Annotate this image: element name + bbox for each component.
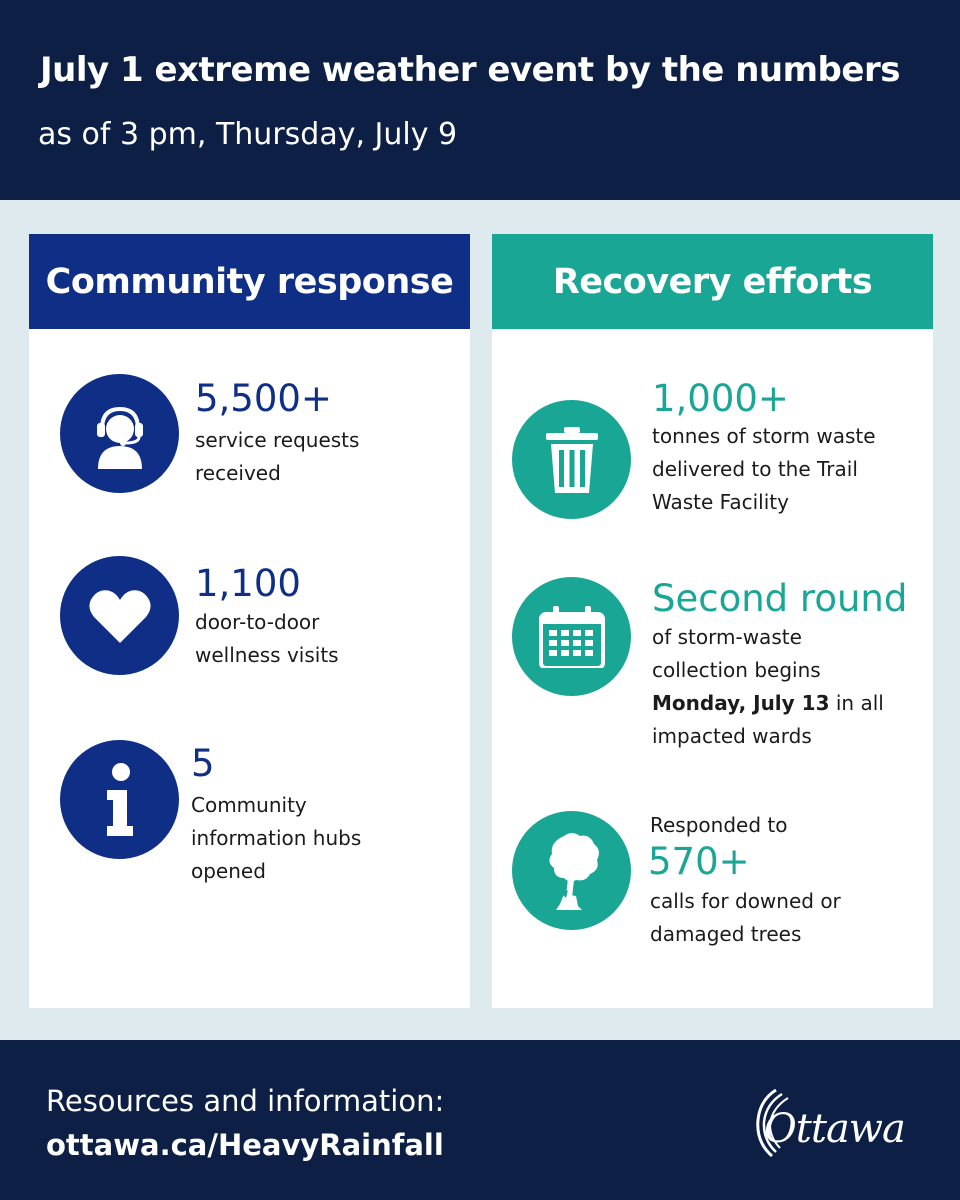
stat-description (195, 606, 339, 672)
stat-line: Waste Facility (652, 490, 789, 514)
header (0, 0, 960, 200)
trash-can-icon (512, 400, 631, 519)
stat-number: 5 (191, 742, 215, 785)
stat-line: collection begins (652, 658, 821, 682)
stat-number: Second round (652, 577, 908, 620)
stat-line: wellness visits (195, 643, 339, 667)
stat-line: opened (191, 859, 266, 883)
stat-line: impacted wards (652, 724, 812, 748)
heart-icon (60, 556, 179, 675)
stat-line: delivered to the Trail (652, 457, 858, 481)
stat-number: 5,500+ (195, 377, 332, 420)
stat-line (652, 687, 884, 720)
stat-description (195, 424, 359, 490)
stat-line: received (195, 461, 281, 485)
stat-line-rest: in all (829, 691, 884, 715)
stat-line: door-to-door (195, 610, 320, 634)
stat-line: Community (191, 793, 307, 817)
stat-line: calls for downed or (650, 889, 841, 913)
page-subtitle: as of 3 pm, Thursday, July 9 (38, 117, 458, 152)
stat-line: of storm-waste (652, 625, 802, 649)
community-response-heading: Community response (29, 234, 470, 329)
broken-tree-icon (512, 811, 631, 930)
recovery-efforts-panel (492, 234, 933, 1008)
ottawa-logo (742, 1086, 922, 1166)
stat-description (652, 621, 884, 753)
stat-line: tonnes of storm waste (652, 424, 876, 448)
ottawa-logo-text: Ottawa (764, 1106, 905, 1152)
stat-description (650, 885, 841, 951)
content-area (0, 200, 960, 1040)
stat-description (191, 789, 361, 888)
headset-agent-icon (60, 374, 179, 493)
resources-label: Resources and information: (46, 1084, 445, 1118)
page-title: July 1 extreme weather event by the numbers (40, 50, 900, 90)
calendar-icon (512, 577, 631, 696)
resources-link[interactable]: ottawa.ca/HeavyRainfall (46, 1128, 444, 1162)
stat-line: damaged trees (650, 922, 802, 946)
community-response-panel (29, 234, 470, 1008)
stat-description (652, 420, 876, 519)
footer (0, 1040, 960, 1200)
stat-pre-label: Responded to (650, 813, 788, 837)
recovery-efforts-heading: Recovery efforts (492, 234, 933, 329)
stat-date: Monday, July 13 (652, 691, 830, 715)
stat-number: 1,100 (195, 562, 301, 605)
stat-number: 570+ (648, 840, 750, 883)
stat-number: 1,000+ (652, 377, 789, 420)
info-icon (60, 740, 179, 859)
stat-line: service requests (195, 428, 360, 452)
stat-line: information hubs (191, 826, 362, 850)
